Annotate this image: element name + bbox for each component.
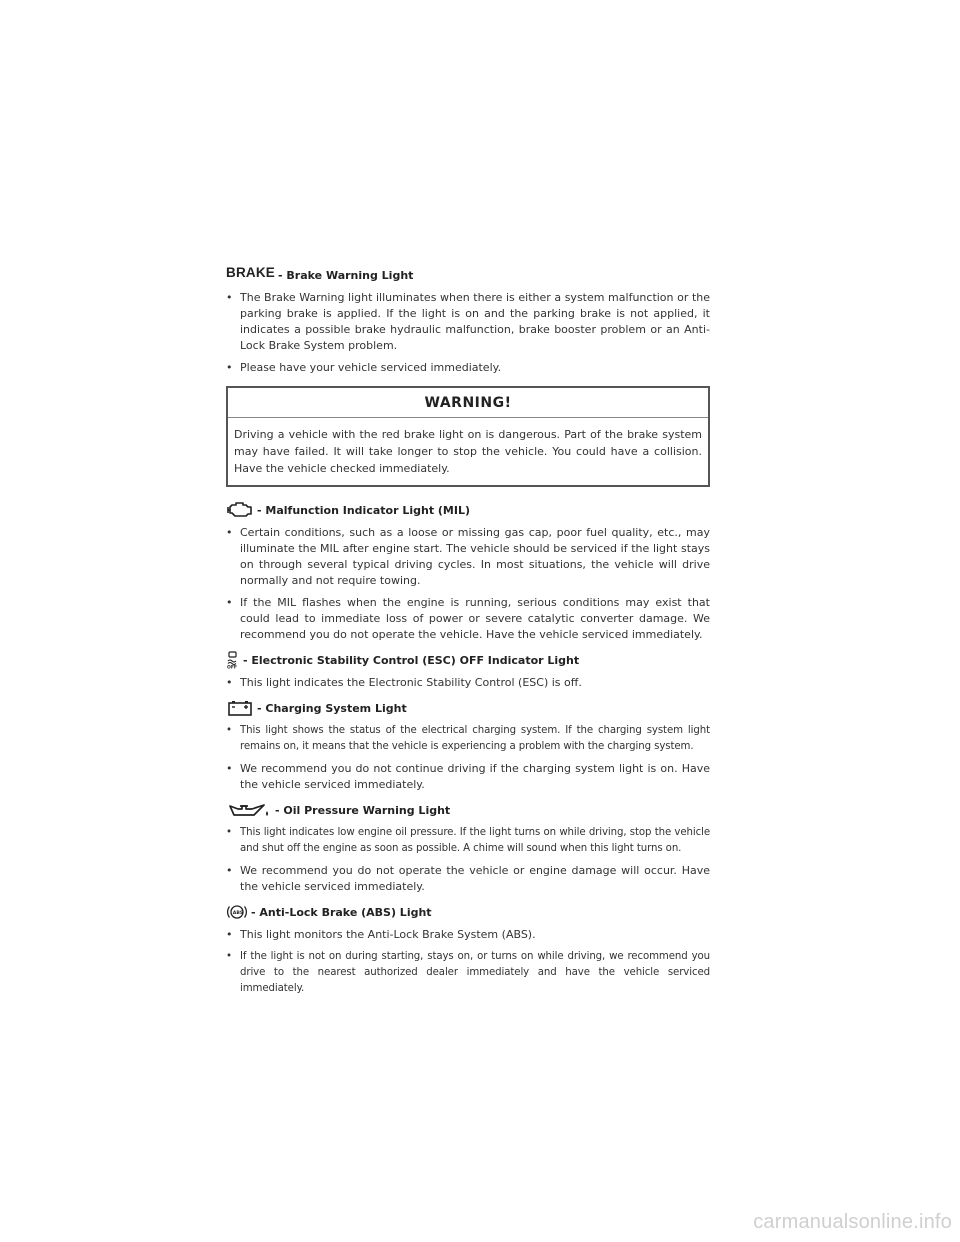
svg-text:ABS: ABS	[232, 910, 244, 916]
mil-bullets	[226, 525, 710, 643]
list-item: • Certain conditions, such as a loose or missing gas cap, poor fuel quality, etc., may illuminate the MIL after engine start. The vehicle should be serviced if the light stays on through several typical driving cycles. In most situations, the vehicle will drive normally and not require towing.	[226, 525, 710, 589]
esc-bullets	[226, 675, 710, 691]
charging-heading	[226, 697, 710, 719]
mil-title: - Malfunction Indicator Light (MIL)	[257, 503, 471, 517]
watermark-url[interactable]: carmanualsonline.info	[753, 1211, 952, 1233]
battery-icon	[226, 699, 254, 717]
list-item: • This light monitors the Anti-Lock Brake System (ABS).	[226, 927, 710, 943]
list-item: • If the MIL flashes when the engine is running, serious conditions may exist that could lead to immediate loss of power or severe catalytic converter damage. We recommend you do not operate the vehicle. Have the vehicle serviced immediately.	[226, 595, 710, 643]
engine-icon	[226, 501, 254, 519]
list-item: • Please have your vehicle serviced immediately.	[226, 360, 710, 376]
list-item: • We recommend you do not continue driving if the charging system light is on. Have the vehicle serviced immediately.	[226, 761, 710, 793]
esc-title: - Electronic Stability Control (ESC) OFF Indicator Light	[243, 653, 580, 667]
svg-text:OFF: OFF	[227, 665, 237, 669]
list-item: • We recommend you do not operate the vehicle or engine damage will occur. Have the vehicle serviced immediately.	[226, 863, 710, 895]
oil-can-icon	[226, 801, 272, 819]
oil-heading	[226, 799, 710, 821]
esc-off-icon	[226, 651, 240, 669]
abs-title: - Anti-Lock Brake (ABS) Light	[251, 905, 432, 919]
abs-icon	[226, 903, 248, 921]
esc-heading	[226, 649, 710, 671]
list-item: • If the light is not on during starting, stays on, or turns on while driving, we recommend you drive to the nearest authorized dealer immediately and have the vehicle serviced immediately.	[226, 949, 710, 997]
oil-bullets	[226, 825, 710, 895]
abs-bullets	[226, 927, 710, 997]
warning-box	[226, 386, 710, 487]
list-item: • The Brake Warning light illuminates when there is either a system malfunction or the parking brake is applied. If the light is on and the parking brake is not applied, it indicates a possible brake hydraulic malfunction, brake booster problem or an Anti-Lock Brake System problem.	[226, 290, 710, 354]
warning-body: Driving a vehicle with the red brake light on is dangerous. Part of the brake system may have failed. It will take longer to stop the vehicle. You could have a collision. Have the vehicle checked immediately.	[234, 428, 702, 475]
brake-warning-title: - Brake Warning Light	[278, 268, 414, 282]
list-item: • This light indicates the Electronic Stability Control (ESC) is off.	[226, 675, 710, 691]
brake-symbol-text: BRAKE	[226, 264, 276, 280]
charging-title: - Charging System Light	[257, 701, 407, 715]
oil-title: - Oil Pressure Warning Light	[275, 803, 451, 817]
abs-heading	[226, 901, 710, 923]
mil-heading	[226, 499, 710, 521]
brake-bullets	[226, 290, 710, 376]
charging-bullets	[226, 723, 710, 793]
warning-title: WARNING!	[228, 388, 708, 418]
list-item: • This light shows the status of the electrical charging system. If the charging system light remains on, it means that the vehicle is experiencing a problem with the charging system.	[226, 723, 710, 755]
brake-warning-heading	[226, 264, 710, 286]
manual-page-content	[226, 264, 710, 1003]
list-item: • This light indicates low engine oil pressure. If the light turns on while driving, stop the vehicle and shut off the engine as soon as possible. A chime will sound when this light turns on.	[226, 825, 710, 857]
